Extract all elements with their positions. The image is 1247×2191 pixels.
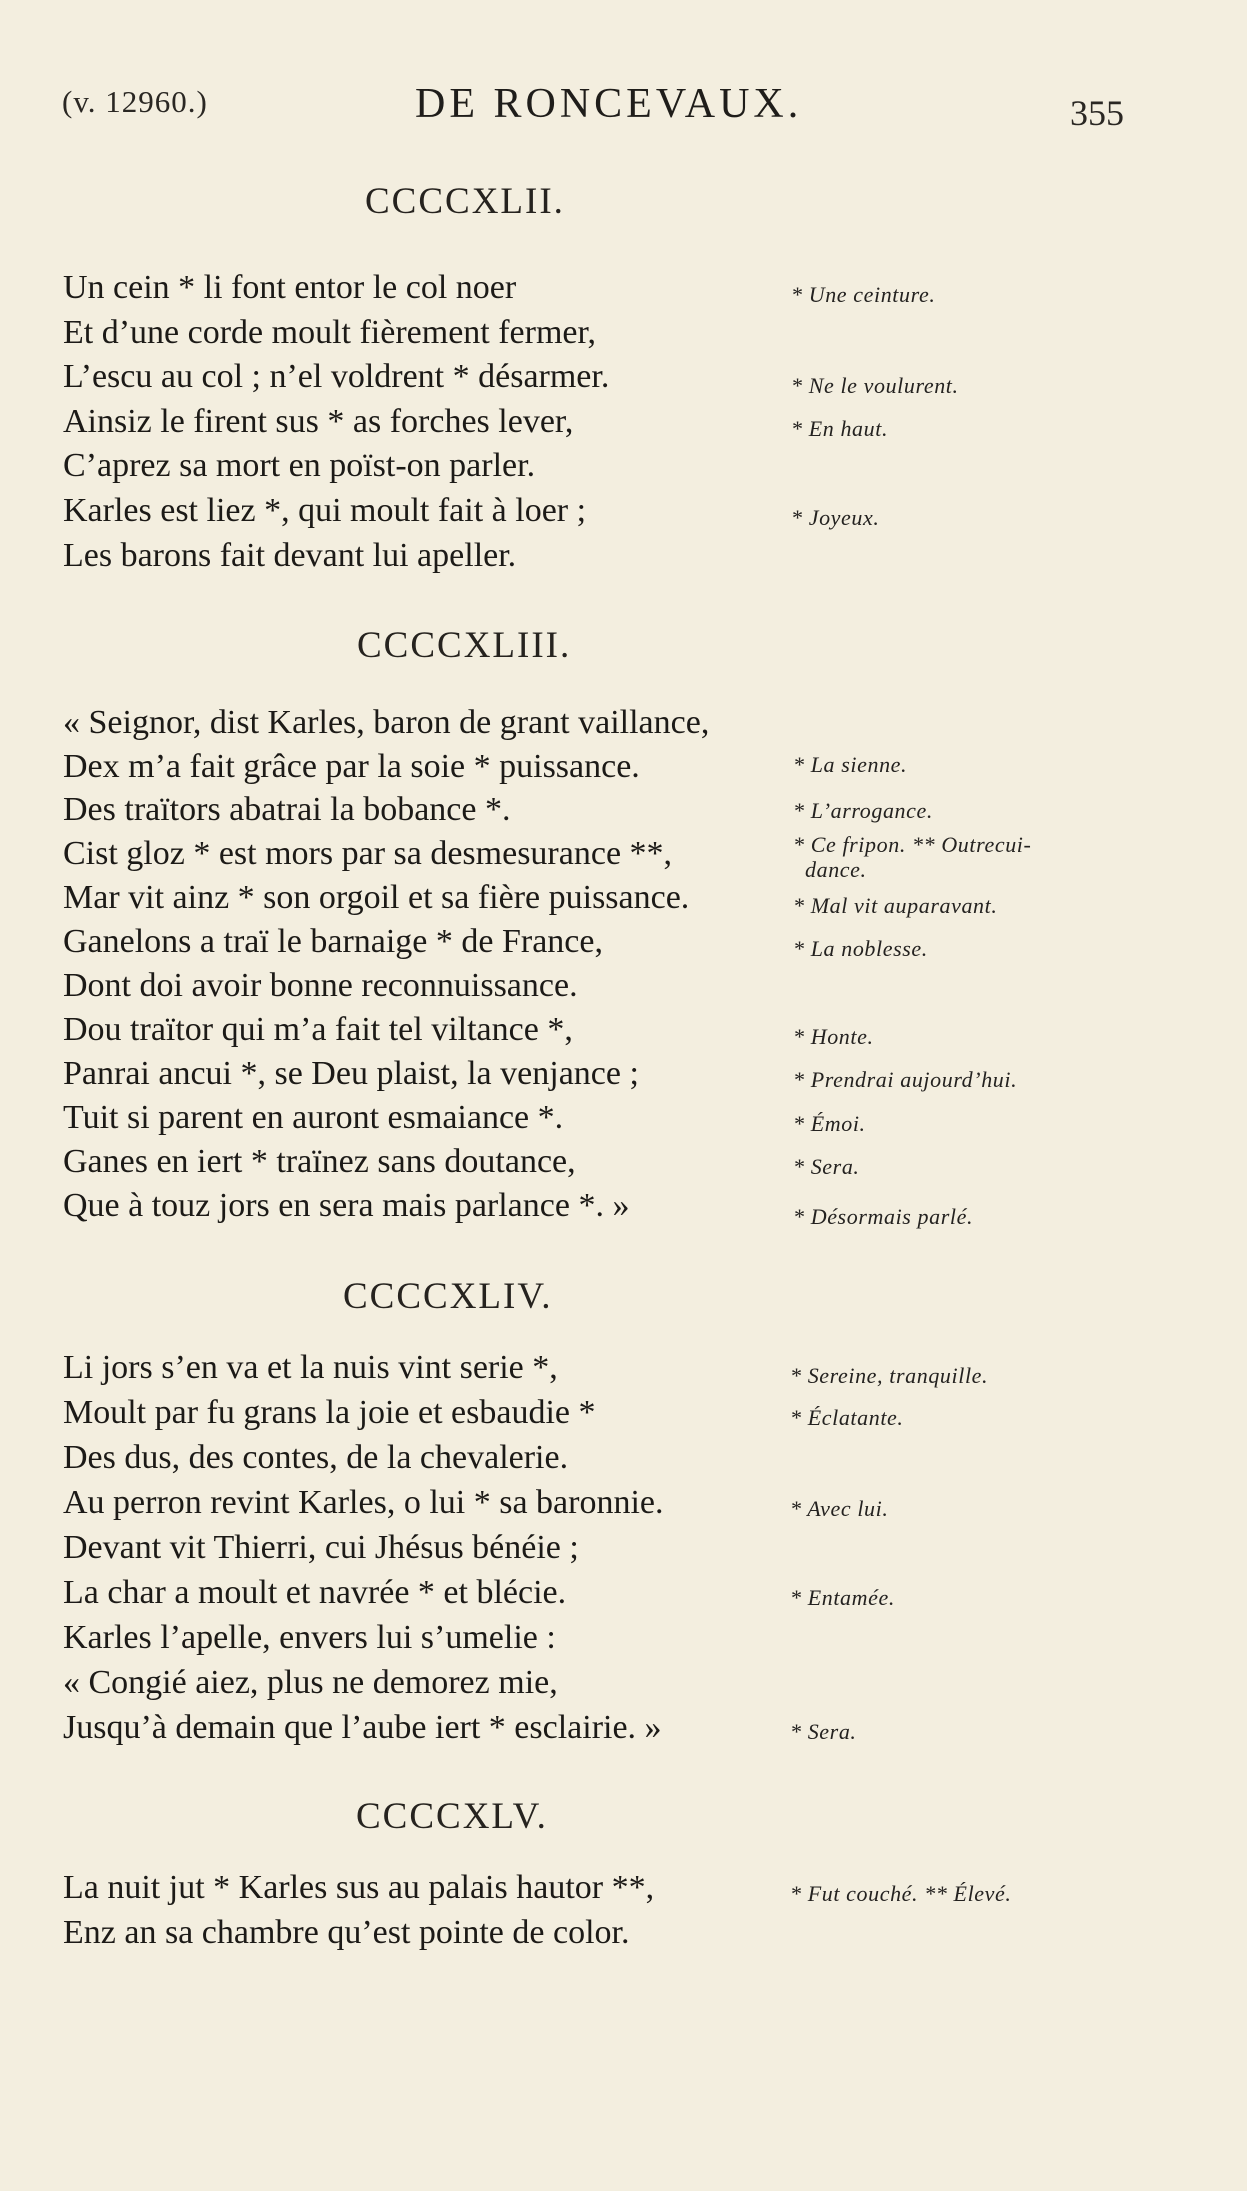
footnote-gloss: * Prendrai aujourd’hui. [793,1067,1018,1092]
verse-line: Au perron revint Karles, o lui * sa baronnie. [63,1484,664,1521]
verse-line: Dont doi avoir bonne reconnuissance. [63,967,578,1004]
footnote-gloss: * Avec lui. [790,1496,889,1521]
verse-line: Karles est liez *, qui moult fait à loer ; [63,492,587,529]
verse-line: Panrai ancui *, se Deu plaist, la venjance ; [63,1055,639,1092]
footnote-gloss: * Sera. [790,1719,857,1744]
verse-line: Ganes en iert * traïnez sans doutance, [63,1143,576,1180]
verse-line: Karles l’apelle, envers lui s’umelie : [63,1619,556,1656]
footnote-gloss: * La noblesse. [793,936,928,961]
verse-line: Devant vit Thierri, cui Jhésus bénéie ; [63,1529,579,1566]
verse-line: Des dus, des contes, de la chevalerie. [63,1439,569,1476]
stanza-number: CCCCXLII. [365,181,565,222]
page-number: 355 [1070,93,1124,133]
running-title: DE RONCEVAUX. [415,81,803,127]
stanza-number: CCCCXLV. [356,1796,548,1837]
verse-line: La nuit jut * Karles sus au palais hautor **, [63,1869,655,1906]
verse-line: C’aprez sa mort en poïst-on parler. [63,447,536,484]
footnote-gloss: * Ce fripon. ** Outrecui- [793,832,1032,857]
verse-line: Des traïtors abatrai la bobance *. [63,791,511,828]
footnote-gloss: * L’arrogance. [793,798,933,823]
footnote-gloss: dance. [805,857,867,882]
footnote-gloss: * Honte. [793,1024,874,1049]
verse-line: Enz an sa chambre qu’est pointe de color. [63,1914,630,1951]
verse-line: Ganelons a traï le barnaige * de France, [63,923,603,960]
footnote-gloss: * Éclatante. [790,1405,904,1430]
verse-line: La char a moult et navrée * et blécie. [63,1574,567,1611]
footnote-gloss: * Émoi. [793,1111,866,1136]
verse-reference: (v. 12960.) [62,84,208,119]
verse-line: Tuit si parent en auront esmaiance *. [63,1099,564,1136]
verse-line: Dou traïtor qui m’a fait tel viltance *, [63,1011,573,1048]
footnote-gloss: * Entamée. [790,1585,895,1610]
footnote-gloss: * Sereine, tranquille. [790,1363,989,1388]
footnote-gloss: * Mal vit auparavant. [793,893,998,918]
verse-line: Jusqu’à demain que l’aube iert * esclairie. » [63,1709,662,1746]
verse-line: Les barons fait devant lui apeller. [63,537,517,574]
verse-line: Moult par fu grans la joie et esbaudie * [63,1394,596,1431]
verse-line: « Congié aiez, plus ne demorez mie, [63,1664,558,1701]
footnote-gloss: * Joyeux. [791,505,880,530]
verse-line: Et d’une corde moult fièrement fermer, [63,314,596,351]
verse-line: Cist gloz * est mors par sa desmesurance **, [63,835,673,872]
verse-line: « Seignor, dist Karles, baron de grant vaillance, [63,704,710,741]
footnote-gloss: * Désormais parlé. [793,1204,974,1229]
footnote-gloss: * Ne le voulurent. [791,373,959,398]
verse-line: Ainsiz le firent sus * as forches lever, [63,403,574,440]
verse-line: Li jors s’en va et la nuis vint serie *, [63,1349,558,1386]
verse-line: Dex m’a fait grâce par la soie * puissance. [63,748,640,785]
footnote-gloss: * Fut couché. ** Élevé. [790,1881,1012,1906]
verse-line: Que à touz jors en sera mais parlance *. » [63,1187,630,1224]
verse-line: Mar vit ainz * son orgoil et sa fière puissance. [63,879,690,916]
verse-line: Un cein * li font entor le col noer [63,269,517,306]
footnote-gloss: * Sera. [793,1154,860,1179]
footnote-gloss: * En haut. [791,416,889,441]
stanza-number: CCCCXLIV. [343,1276,553,1317]
stanza-number: CCCCXLIII. [357,625,572,666]
verse-line: L’escu au col ; n’el voldrent * désarmer. [63,358,610,395]
footnote-gloss: * Une ceinture. [791,282,936,307]
footnote-gloss: * La sienne. [793,752,908,777]
